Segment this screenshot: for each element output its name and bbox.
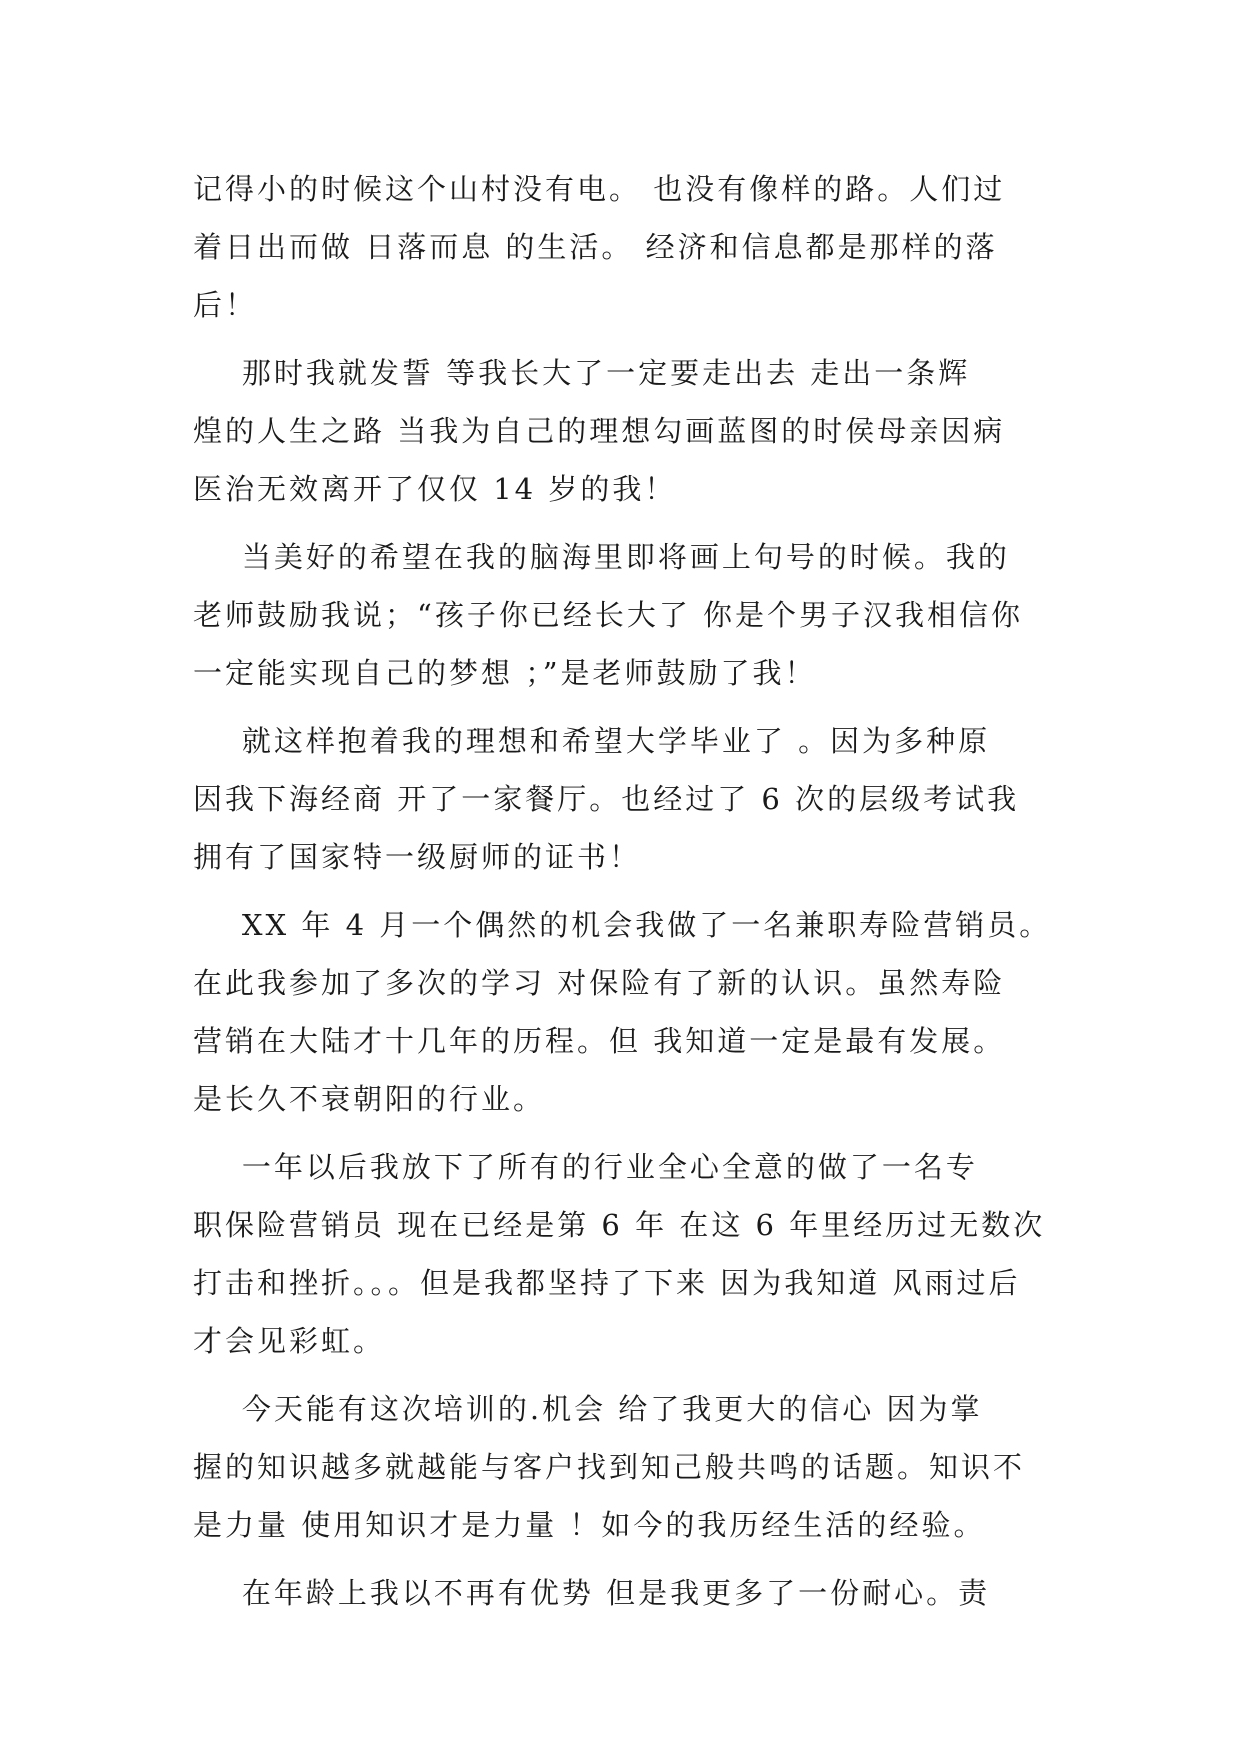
text-line: 那时我就发誓 等我长大了一定要走出去 走出一条辉: [193, 356, 971, 390]
text-line: 是力量 使用知识才是力量 ！如今的我历经生活的经验。: [193, 1508, 986, 1542]
paragraph-7: [193, 1380, 1053, 1554]
text-line: 一定能实现自己的梦想 ；”是老师鼓励了我！: [193, 656, 817, 690]
text-line: 着日出而做 日落而息 的生活。 经济和信息都是那样的落: [193, 230, 998, 264]
text-line: 拥有了国家特一级厨师的证书！: [193, 840, 642, 874]
text-line: 当美好的希望在我的脑海里即将画上句号的时候。我的: [193, 540, 1010, 574]
paragraph-3: [193, 528, 1053, 702]
text-line: 职保险营销员 现在已经是第 6 年 在这 6 年里经历过无数次: [193, 1208, 1046, 1242]
paragraph-1: [193, 160, 1053, 334]
document-body: [193, 160, 1053, 1632]
text-line: 今天能有这次培训的.机会 给了我更大的信心 因为掌: [193, 1392, 983, 1426]
text-line: 才会见彩虹。: [193, 1324, 386, 1358]
text-line: 记得小的时候这个山村没有电。 也没有像样的路。人们过: [193, 172, 1006, 206]
text-line: 在此我参加了多次的学习 对保险有了新的认识。虽然寿险: [193, 966, 1006, 1000]
paragraph-4: [193, 712, 1053, 886]
paragraph-6: [193, 1138, 1053, 1370]
text-line: 后！: [193, 288, 258, 322]
text-line: 老师鼓励我说；“孩子你已经长大了 你是个男子汉我相信你: [193, 598, 1024, 632]
text-line: 就这样抱着我的理想和希望大学毕业了 。因为多种原: [193, 724, 991, 758]
text-line: 营销在大陆才十几年的历程。但 我知道一定是最有发展。: [193, 1024, 1006, 1058]
text-line: 医治无效离开了仅仅 14 岁的我！: [193, 472, 677, 506]
text-line: 在年龄上我以不再有优势 但是我更多了一份耐心。责: [193, 1576, 991, 1610]
paragraph-8: [193, 1564, 1053, 1622]
text-line: 一年以后我放下了所有的行业全心全意的做了一名专: [193, 1150, 978, 1184]
text-line: 是长久不衰朝阳的行业。: [193, 1082, 546, 1116]
text-line: 握的知识越多就越能与客户找到知己般共鸣的话题。知识不: [193, 1450, 1026, 1484]
text-line: 煌的人生之路 当我为自己的理想勾画蓝图的时侯母亲因病: [193, 414, 1006, 448]
paragraph-5: [193, 896, 1053, 1128]
text-line: XX 年 4 月一个偶然的机会我做了一名兼职寿险营销员。: [193, 908, 1052, 942]
paragraph-2: [193, 344, 1053, 518]
text-line: 打击和挫折。。。但是我都坚持了下来 因为我知道 风雨过后: [193, 1266, 1021, 1300]
text-line: 因我下海经商 开了一家餐厅。也经过了 6 次的层级考试我: [193, 782, 1020, 816]
